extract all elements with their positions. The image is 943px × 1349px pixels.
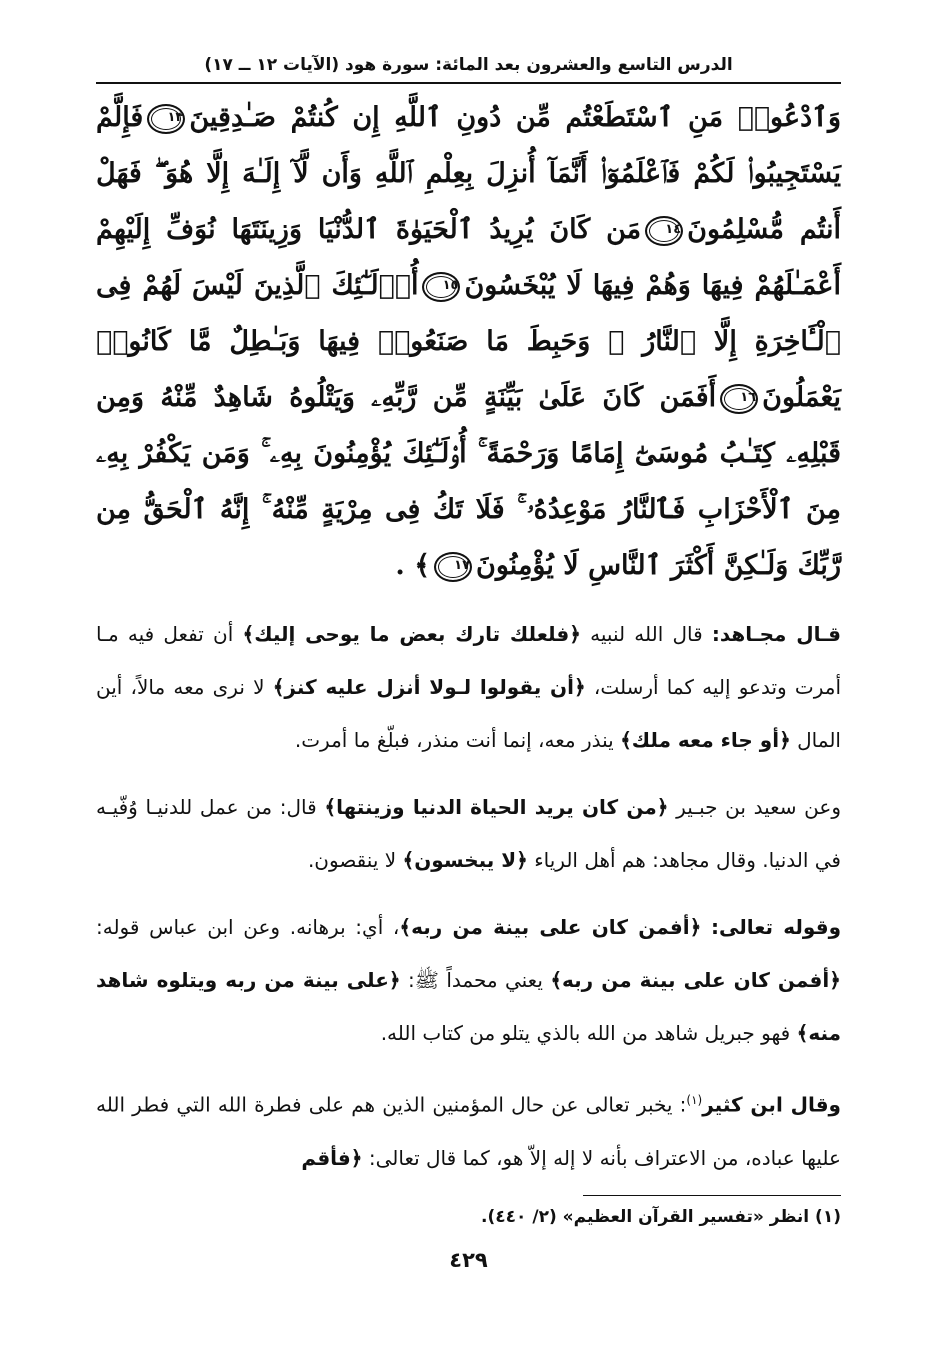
- text: وعن سعيد بن جبـير: [668, 795, 841, 819]
- quote: ﴿من كان يريد الحياة الدنيا وزينتها﴾: [324, 795, 669, 819]
- verse-text: مَن كَانَ يُرِيدُ ٱلْحَيَوٰةَ ٱلدُّنْيَا وَزِينَتَهَا نُوَفِّ إِلَيْهِمْ أَعْمَـٰلَهُمْ فِيهَا وَهُمْ فِيهَا لَا يُبْخَسُونَ: [96, 214, 841, 301]
- header-rule: [96, 82, 841, 84]
- quote: ﴿فأقم: [301, 1145, 363, 1170]
- paragraph-said-ibn-jubayr: [96, 781, 841, 887]
- paragraph-mujahid: [96, 608, 841, 767]
- quote: ﴿أفمن كان على بينة من ربه﴾: [399, 915, 702, 939]
- verse-text: أُو۟لَـٰٓئِكَ ٱلَّذِينَ لَيْسَ لَهُمْ فِى ٱلْـَٔاخِرَةِ إِلَّا ٱلنَّارُ ۖ وَحَبِطَ مَا صَنَعُوا۟ فِيهَا وَبَـٰطِلٌ مَّا كَانُوا۟ يَعْمَلُونَ: [96, 270, 841, 413]
- text: فهو جبريل شاهد من الله بالذي يتلو من كتاب الله.: [380, 1021, 797, 1045]
- verse-text: أَفَمَن كَانَ عَلَىٰ بَيِّنَةٍ مِّن رَّبِّهِۦ وَيَتْلُوهُ شَاهِدٌ مِّنْهُ وَمِن قَبْلِهِۦ كِتَـٰبُ مُوسَىٰٓ إِمَامًا وَرَحْمَةً ۚ أُو۟لَـٰٓئِكَ يُؤْمِنُونَ بِهِۦ ۚ وَمَن يَكْفُرْ بِهِۦ مِنَ ٱلْأَحْزَابِ فَٱلنَّارُ مَوْعِدُهُۥ ۚ فَلَا تَكُ فِى مِرْيَةٍ مِّنْهُ ۚ إِنَّهُ ٱلْحَقُّ مِن رَّبِّكَ وَلَـٰكِنَّ أَكْثَرَ ٱلنَّاسِ لَا يُؤْمِنُونَ: [96, 382, 841, 581]
- quote: ﴿أفمن كان على بينة من ربه﴾: [550, 968, 841, 992]
- quote: ﴿لا يبخسون﴾: [402, 848, 528, 872]
- quran-verses: [96, 90, 841, 594]
- verse-number-15: ١٥: [422, 272, 460, 302]
- quote: ﴿أن يقولوا لـولا أنزل عليه كنز﴾: [272, 675, 586, 699]
- paragraph-ibn-kathir: [96, 1074, 841, 1185]
- speaker: وقال ابن كثير: [702, 1092, 841, 1117]
- text: [701, 915, 711, 939]
- quote: ﴿فلعلك تارك بعض ما يوحى إليك﴾: [242, 622, 581, 646]
- verse-closing: ﴾ .: [395, 550, 431, 581]
- quote: ﴿على بينة من ربه ويتلوه شاهد منه﴾: [96, 968, 841, 1045]
- quote: ﴿أو جاء معه ملك﴾: [620, 728, 791, 752]
- page-number: ٤٢٩: [449, 1248, 488, 1272]
- running-header: الدرس التاسع والعشرون بعد المائة: سورة هود (الآيات ١٢ ــ ١٧): [204, 55, 733, 75]
- footnote-marker[interactable]: (١): [686, 1093, 703, 1107]
- verse-number-16: ١٦: [720, 384, 758, 414]
- verse-text: وَٱدْعُوا۟ مَنِ ٱسْتَطَعْتُم مِّن دُونِ ٱللَّهِ إِن كُنتُمْ صَـٰدِقِينَ: [189, 102, 841, 133]
- paragraph-his-saying: [96, 901, 841, 1060]
- text: لا ينقصون.: [307, 848, 403, 872]
- text: ينذر معه، إنما أنت منذر، فبلّغ ما أمرت.: [294, 728, 621, 752]
- text: قال الله لنبيه: [580, 622, 712, 646]
- text: لا نرى معه مالاً، أين المال: [96, 675, 841, 752]
- verse-text: فَإِلَّمْ يَسْتَجِيبُوا۟ لَكُمْ فَٱعْلَمُوٓا۟ أَنَّمَآ أُنزِلَ بِعِلْمِ ٱللَّهِ وَأَن لَّآ إِلَـٰهَ إِلَّا هُوَ ۖ فَهَلْ أَنتُم مُّسْلِمُونَ: [96, 102, 842, 245]
- speaker: وقوله تعالى:: [710, 915, 841, 939]
- footnote: (١) انظر «تفسير القرآن العظيم» (٢/ ٤٤٠).: [481, 1206, 841, 1227]
- footnote-rule: [583, 1195, 841, 1196]
- text: ، أي: برهانه. وعن ابن عباس قوله:: [96, 915, 400, 939]
- page: [96, 52, 841, 1342]
- text: قال: من عمل للدنيـا وُفّيـه في الدنيا. وقال مجاهد: هم أهل الرياء: [96, 795, 841, 872]
- speaker: قـال مجـاهد:: [711, 622, 842, 646]
- verse-number-17: ١٧: [434, 552, 472, 582]
- text: يعني محمداً ﷺ:: [400, 968, 551, 992]
- text: : يخبر تعالى عن حال المؤمنين الذين هم على فطرة الله التي فطر الله عليها عباده، من الاعتراف بأنه لا إله إلاّ هو، كما قال تعالى:: [96, 1092, 841, 1170]
- verse-number-14: ١٤: [645, 216, 683, 246]
- text: أن تفعل فيه مـا أمرت وتدعو إليه كما أرسلت،: [96, 622, 841, 699]
- verse-number-13: ١٣: [147, 104, 185, 134]
